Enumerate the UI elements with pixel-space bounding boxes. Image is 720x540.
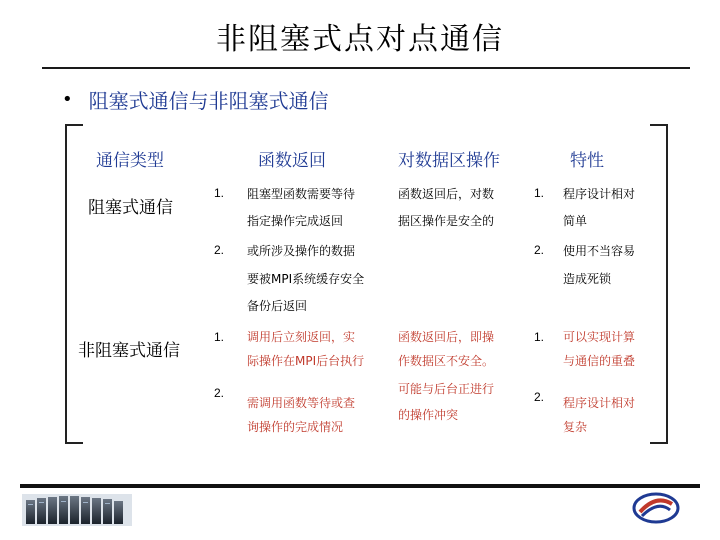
supercomputing-center-logo-icon (626, 490, 686, 528)
list-number: 1. (534, 330, 545, 344)
feature-text: 使用不当容易 (563, 244, 636, 258)
list-number: 1. (214, 330, 225, 344)
title-divider (42, 67, 690, 69)
feature-text: 造成死锁 (563, 272, 612, 286)
buffer-text: 的操作冲突 (398, 408, 459, 422)
page-title: 非阻塞式点对点通信 (216, 22, 504, 57)
return-text: 询操作的完成情况 (247, 420, 344, 434)
row-label-nonblocking: 非阻塞式通信 (78, 341, 180, 361)
bullet-heading (62, 85, 329, 114)
return-text: 际操作在MPI后台执行 (247, 354, 365, 368)
return-text: 指定操作完成返回 (247, 214, 344, 228)
header-feature: 特性 (570, 151, 604, 171)
bullet-dot-icon: • (62, 89, 73, 110)
buffer-text: 函数返回后，即操 (398, 330, 495, 344)
feature-text: 可以实现计算 (563, 330, 636, 344)
list-number: 2. (214, 386, 225, 400)
feature-text: 与通信的重叠 (563, 354, 636, 368)
header-type: 通信类型 (96, 151, 164, 171)
return-text: 要被MPI系统缓存安全 (247, 272, 365, 286)
list-number: 2. (534, 390, 545, 404)
return-text: 或所涉及操作的数据 (247, 244, 356, 258)
buffer-text: 可能与后台正进行 (398, 382, 495, 396)
buffer-text: 作数据区不安全。 (398, 354, 495, 368)
list-number: 1. (214, 186, 225, 200)
return-text: 阻塞型函数需要等待 (247, 187, 356, 201)
return-text: 调用后立刻返回，实 (247, 330, 356, 344)
list-number: 2. (214, 243, 225, 257)
list-number: 2. (534, 243, 545, 257)
footer-divider (20, 484, 700, 488)
header-buffer: 对数据区操作 (398, 151, 500, 171)
row-label-blocking: 阻塞式通信 (88, 198, 173, 218)
feature-text: 程序设计相对 (563, 396, 636, 410)
buffer-text: 函数返回后，对数 (398, 187, 495, 201)
return-text: 需调用函数等待或查 (247, 396, 356, 410)
server-rack-image-icon (22, 492, 132, 528)
bullet-text: 阻塞式通信与非阻塞式通信 (88, 89, 329, 113)
feature-text: 复杂 (563, 420, 588, 434)
list-number: 1. (534, 186, 545, 200)
header-return: 函数返回 (258, 151, 326, 171)
buffer-text: 据区操作是安全的 (398, 214, 495, 228)
feature-text: 简单 (563, 214, 588, 228)
return-text: 备份后返回 (247, 299, 308, 313)
feature-text: 程序设计相对 (563, 187, 636, 201)
